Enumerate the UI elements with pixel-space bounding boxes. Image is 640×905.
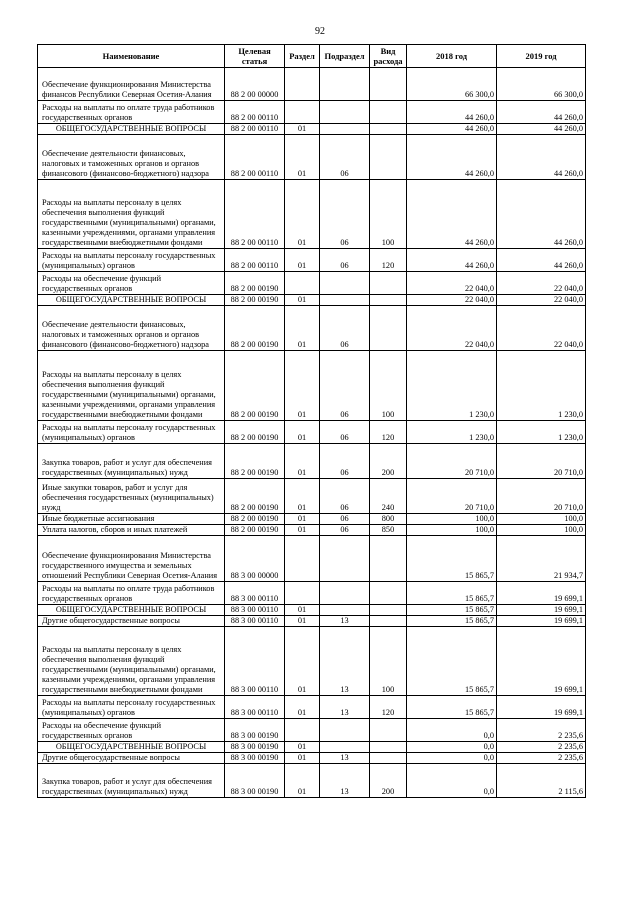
row-subsection [320,719,370,742]
row-subsection: 13 [320,696,370,719]
row-target-code: 88 3 00 00110 [225,696,285,719]
row-section [285,719,320,742]
header-section: Раздел [285,45,320,68]
row-section: 01 [285,605,320,616]
row-value-2019: 44 260,0 [497,101,586,124]
table-row [38,124,586,135]
row-target-code: 88 3 00 00110 [225,582,285,605]
row-value-2019: 19 699,1 [497,696,586,719]
row-section: 01 [285,249,320,272]
row-value-2018: 0,0 [407,742,497,753]
row-target-code: 88 3 00 00190 [225,764,285,798]
row-target-code: 88 2 00 00190 [225,351,285,421]
row-subsection: 06 [320,351,370,421]
table-row [38,421,586,444]
row-value-2018: 15 865,7 [407,536,497,582]
row-value-2018: 20 710,0 [407,444,497,479]
row-expense-type [370,616,407,627]
row-value-2018: 0,0 [407,719,497,742]
row-value-2018: 66 300,0 [407,68,497,101]
row-section: 01 [285,351,320,421]
row-expense-type [370,272,407,295]
row-name: Расходы на выплаты персоналу в целях обеспечения выполнения функций государственными (муниципальными) органами, казенными учреждениями, органами управления государственными внебюджетными фондами [38,627,225,696]
row-subsection: 06 [320,421,370,444]
row-value-2018: 44 260,0 [407,180,497,249]
table-row [38,536,586,582]
row-section: 01 [285,444,320,479]
row-value-2018: 1 230,0 [407,351,497,421]
row-name: Расходы на обеспечение функций государственных органов [38,272,225,295]
row-section: 01 [285,306,320,351]
row-subsection [320,124,370,135]
row-target-code: 88 2 00 00190 [225,421,285,444]
row-target-code: 88 3 00 00190 [225,742,285,753]
row-section: 01 [285,627,320,696]
row-expense-type: 100 [370,627,407,696]
row-subsection [320,605,370,616]
table-row [38,68,586,101]
table-row [38,616,586,627]
row-target-code: 88 2 00 00000 [225,68,285,101]
table-row [38,525,586,536]
row-name: Обеспечение функционирования Министерства финансов Республики Северная Осетия-Алания [38,68,225,101]
row-expense-type: 240 [370,479,407,514]
row-value-2019: 22 040,0 [497,295,586,306]
row-expense-type: 200 [370,764,407,798]
row-subsection: 06 [320,514,370,525]
row-target-code: 88 2 00 00110 [225,180,285,249]
table-header-row [38,45,586,68]
row-expense-type [370,124,407,135]
row-value-2019: 44 260,0 [497,135,586,180]
row-name: Обеспечение деятельности финансовых, налоговых и таможенных органов и органов финансового (финансово-бюджетного) надзора [38,135,225,180]
row-target-code: 88 2 00 00190 [225,306,285,351]
row-target-code: 88 2 00 00190 [225,272,285,295]
row-name: ОБЩЕГОСУДАРСТВЕННЫЕ ВОПРОСЫ [38,605,225,616]
row-value-2018: 44 260,0 [407,101,497,124]
row-section: 01 [285,180,320,249]
row-value-2018: 44 260,0 [407,124,497,135]
row-target-code: 88 3 00 00110 [225,616,285,627]
row-subsection [320,742,370,753]
row-target-code: 88 3 00 00110 [225,605,285,616]
row-expense-type [370,135,407,180]
row-subsection: 13 [320,616,370,627]
row-name: Расходы на выплаты персоналу в целях обеспечения выполнения функций государственными (муниципальными) органами, казенными учреждениями, органами управления государственными внебюджетными фондами [38,180,225,249]
row-value-2019: 1 230,0 [497,421,586,444]
row-subsection: 13 [320,764,370,798]
table-row [38,351,586,421]
table-row [38,444,586,479]
row-name: Расходы на выплаты персоналу государственных (муниципальных) органов [38,421,225,444]
row-value-2018: 0,0 [407,764,497,798]
row-expense-type [370,753,407,764]
row-value-2019: 21 934,7 [497,536,586,582]
row-value-2019: 19 699,1 [497,627,586,696]
row-name: Расходы на обеспечение функций государственных органов [38,719,225,742]
row-section: 01 [285,764,320,798]
row-name: ОБЩЕГОСУДАРСТВЕННЫЕ ВОПРОСЫ [38,742,225,753]
row-name: Иные бюджетные ассигнования [38,514,225,525]
row-value-2019: 20 710,0 [497,444,586,479]
table-body [38,68,586,798]
table-row [38,627,586,696]
row-expense-type: 120 [370,249,407,272]
table-row [38,764,586,798]
row-value-2018: 22 040,0 [407,306,497,351]
row-value-2018: 100,0 [407,514,497,525]
row-expense-type [370,295,407,306]
row-value-2018: 100,0 [407,525,497,536]
row-subsection: 06 [320,306,370,351]
row-value-2018: 22 040,0 [407,272,497,295]
row-name: Расходы на выплаты персоналу в целях обеспечения выполнения функций государственными (муниципальными) органами, казенными учреждениями, органами управления государственными внебюджетными фондами [38,351,225,421]
table-row [38,479,586,514]
row-value-2018: 15 865,7 [407,605,497,616]
row-value-2019: 2 115,6 [497,764,586,798]
header-2019: 2019 год [497,45,586,68]
table-row [38,135,586,180]
row-value-2019: 19 699,1 [497,582,586,605]
row-section: 01 [285,421,320,444]
table-row [38,295,586,306]
row-target-code: 88 3 00 00000 [225,536,285,582]
table-row [38,272,586,295]
row-name: Расходы на выплаты персоналу государственных (муниципальных) органов [38,696,225,719]
row-name: Закупка товаров, работ и услуг для обеспечения государственных (муниципальных) нужд [38,444,225,479]
row-expense-type: 120 [370,421,407,444]
row-section [285,582,320,605]
row-name: ОБЩЕГОСУДАРСТВЕННЫЕ ВОПРОСЫ [38,295,225,306]
row-expense-type: 200 [370,444,407,479]
row-expense-type: 100 [370,180,407,249]
row-value-2018: 15 865,7 [407,582,497,605]
row-name: Обеспечение функционирования Министерства государственного имущества и земельных отношений Республики Северная Осетия-Алания [38,536,225,582]
row-target-code: 88 2 00 00110 [225,135,285,180]
row-section [285,101,320,124]
header-name: Наименование [38,45,225,68]
row-target-code: 88 3 00 00190 [225,719,285,742]
row-value-2019: 100,0 [497,514,586,525]
row-section: 01 [285,696,320,719]
row-value-2018: 15 865,7 [407,696,497,719]
table-row [38,605,586,616]
row-subsection: 13 [320,627,370,696]
table-row [38,180,586,249]
row-expense-type [370,101,407,124]
row-subsection [320,272,370,295]
row-section [285,68,320,101]
row-value-2018: 20 710,0 [407,479,497,514]
row-name: Другие общегосударственные вопросы [38,616,225,627]
row-name: Обеспечение деятельности финансовых, налоговых и таможенных органов и органов финансового (финансово-бюджетного) надзора [38,306,225,351]
row-value-2018: 0,0 [407,753,497,764]
table-row [38,753,586,764]
row-value-2019: 100,0 [497,525,586,536]
header-2018: 2018 год [407,45,497,68]
table-row [38,249,586,272]
row-value-2019: 2 235,6 [497,753,586,764]
row-expense-type [370,536,407,582]
row-section: 01 [285,753,320,764]
row-subsection [320,68,370,101]
table-row [38,306,586,351]
table-row [38,719,586,742]
row-target-code: 88 2 00 00190 [225,525,285,536]
row-subsection: 06 [320,525,370,536]
row-name: ОБЩЕГОСУДАРСТВЕННЫЕ ВОПРОСЫ [38,124,225,135]
row-value-2018: 44 260,0 [407,135,497,180]
row-subsection [320,101,370,124]
row-value-2018: 1 230,0 [407,421,497,444]
row-expense-type [370,605,407,616]
header-target: Целевая статья [225,45,285,68]
row-expense-type: 850 [370,525,407,536]
row-target-code: 88 2 00 00190 [225,514,285,525]
row-value-2019: 2 235,6 [497,719,586,742]
row-target-code: 88 3 00 00190 [225,753,285,764]
row-section [285,272,320,295]
page-number: 92 [315,26,325,37]
row-section: 01 [285,295,320,306]
row-value-2018: 22 040,0 [407,295,497,306]
row-subsection [320,295,370,306]
row-value-2019: 20 710,0 [497,479,586,514]
row-value-2019: 19 699,1 [497,605,586,616]
table-row [38,514,586,525]
row-expense-type [370,742,407,753]
row-target-code: 88 2 00 00110 [225,124,285,135]
row-expense-type [370,582,407,605]
row-value-2019: 1 230,0 [497,351,586,421]
row-subsection: 06 [320,135,370,180]
budget-table [37,44,586,798]
row-subsection [320,536,370,582]
row-section: 01 [285,514,320,525]
table-row [38,742,586,753]
row-value-2019: 22 040,0 [497,272,586,295]
row-section: 01 [285,616,320,627]
row-target-code: 88 2 00 00190 [225,479,285,514]
row-name: Иные закупки товаров, работ и услуг для обеспечения государственных (муниципальных) нужд [38,479,225,514]
row-expense-type: 800 [370,514,407,525]
row-value-2019: 2 235,6 [497,742,586,753]
row-name: Закупка товаров, работ и услуг для обеспечения государственных (муниципальных) нужд [38,764,225,798]
row-section: 01 [285,742,320,753]
row-subsection: 06 [320,180,370,249]
table-row [38,696,586,719]
row-expense-type [370,68,407,101]
row-value-2019: 19 699,1 [497,616,586,627]
row-section: 01 [285,124,320,135]
row-subsection: 06 [320,249,370,272]
row-value-2018: 15 865,7 [407,627,497,696]
row-expense-type [370,719,407,742]
row-name: Другие общегосударственные вопросы [38,753,225,764]
row-name: Расходы на выплаты по оплате труда работников государственных органов [38,582,225,605]
row-value-2019: 44 260,0 [497,124,586,135]
row-subsection: 13 [320,753,370,764]
row-target-code: 88 2 00 00110 [225,101,285,124]
row-section: 01 [285,135,320,180]
row-value-2019: 44 260,0 [497,180,586,249]
row-expense-type [370,306,407,351]
row-value-2019: 44 260,0 [497,249,586,272]
row-value-2019: 66 300,0 [497,68,586,101]
row-subsection: 06 [320,444,370,479]
row-section: 01 [285,479,320,514]
table-row [38,101,586,124]
header-expense-type: Вид расхода [370,45,407,68]
row-value-2019: 22 040,0 [497,306,586,351]
row-expense-type: 100 [370,351,407,421]
row-subsection [320,582,370,605]
row-subsection: 06 [320,479,370,514]
row-target-code: 88 2 00 00110 [225,249,285,272]
table-row [38,582,586,605]
row-target-code: 88 2 00 00190 [225,444,285,479]
row-target-code: 88 2 00 00190 [225,295,285,306]
row-name: Расходы на выплаты по оплате труда работников государственных органов [38,101,225,124]
row-name: Расходы на выплаты персоналу государственных (муниципальных) органов [38,249,225,272]
row-expense-type: 120 [370,696,407,719]
header-subsection: Подраздел [320,45,370,68]
row-section: 01 [285,525,320,536]
row-target-code: 88 3 00 00110 [225,627,285,696]
row-name: Уплата налогов, сборов и иных платежей [38,525,225,536]
row-value-2018: 15 865,7 [407,616,497,627]
row-value-2018: 44 260,0 [407,249,497,272]
row-section [285,536,320,582]
